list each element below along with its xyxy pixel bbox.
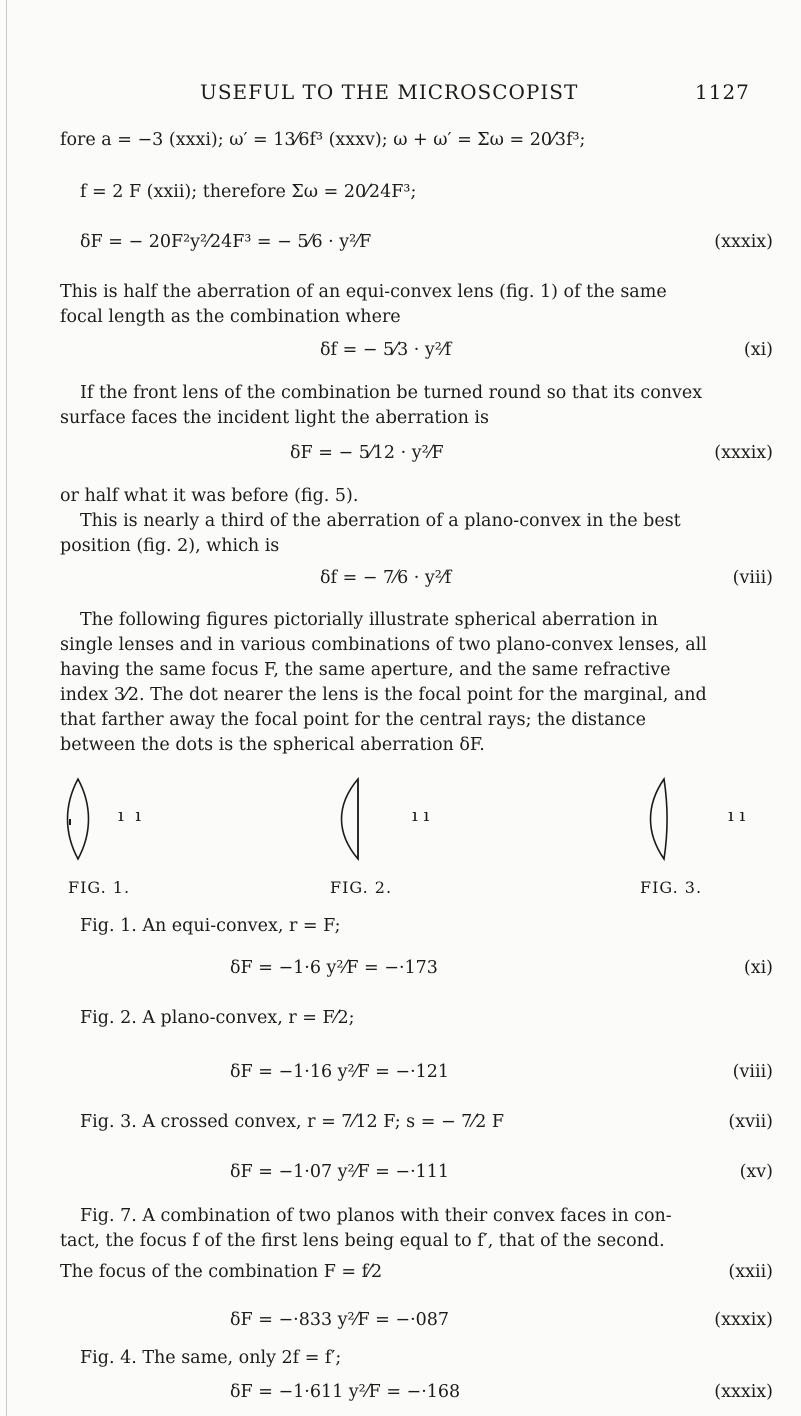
fig1-description: Fig. 1. An equi-convex, r = F; xyxy=(80,916,341,936)
fig2-equation-number: (viii) xyxy=(732,1062,773,1082)
fig7-description-line-2: tact, the focus f of the first lens being equal to f′, that of the second. xyxy=(60,1231,665,1251)
plano-convex-lens-diagram xyxy=(330,775,366,863)
equation-number-xi: (xi) xyxy=(743,340,773,360)
fig4-description: Fig. 4. The same, only 2f = f′; xyxy=(80,1348,342,1368)
paragraph-3-line-2: This is nearly a third of the aberration of a plano-convex in the best xyxy=(80,511,681,531)
equation-number-xxxix-2: (xxxix) xyxy=(714,443,773,463)
fig3-description: Fig. 3. A crossed convex, r = 7⁄12 F; s = − 7⁄2 F xyxy=(80,1112,505,1132)
equation-line-1: fore a = −3 (xxxi); ω′ = 13⁄6f³ (xxxv); ω + ω′ = Σω = 20⁄3f³; xyxy=(60,130,586,150)
fig1-caption-label: FIG. 1. xyxy=(68,878,131,897)
equation-line-6: δf = − 7⁄6 · y²⁄f xyxy=(320,568,452,588)
fig7-description-line-3: The focus of the combination F = f⁄2 xyxy=(60,1262,383,1282)
paragraph-4-line-2: single lenses and in various combinations of two plano-convex lenses, all xyxy=(60,635,707,655)
fig3-caption-label: FIG. 3. xyxy=(640,878,703,897)
fig2-description: Fig. 2. A plano-convex, r = F⁄2; xyxy=(80,1008,355,1028)
paragraph-3-line-3: position (fig. 2), which is xyxy=(60,536,280,556)
fig7-description-number: (xxii) xyxy=(728,1262,773,1282)
equation-line-5: δF = − 5⁄12 · y²⁄F xyxy=(290,443,444,463)
paragraph-4-line-6: between the dots is the spherical aberration δF. xyxy=(60,735,485,755)
paragraph-4-line-5: that farther away the focal point for the central rays; the distance xyxy=(60,710,646,730)
paragraph-1-line-2: focal length as the combination where xyxy=(60,307,401,327)
fig1-equation-number: (xi) xyxy=(743,958,773,978)
header-title: USEFUL TO THE MICROSCOPIST xyxy=(200,80,579,104)
fig2-equation: δF = −1·16 y²⁄F = −·121 xyxy=(230,1062,450,1082)
equation-number-xxxix-1: (xxxix) xyxy=(714,232,773,252)
focal-dots-fig2: ı ı xyxy=(412,805,430,826)
fig3-description-number: (xvii) xyxy=(728,1112,773,1132)
equation-number-viii: (viii) xyxy=(732,568,773,588)
fig7-equation-number: (xxxix) xyxy=(714,1310,773,1330)
crossed-convex-lens-diagram xyxy=(640,775,676,863)
page-number: 1127 xyxy=(695,80,750,104)
fig7-equation: δF = −·833 y²⁄F = −·087 xyxy=(230,1310,450,1330)
focal-dots-fig1: ı ı xyxy=(118,805,141,826)
focal-dots-fig3: ı ı xyxy=(728,805,746,826)
paragraph-2-line-1: If the front lens of the combination be turned round so that its convex xyxy=(80,383,703,403)
equation-line-2: f = 2 F (xxii); therefore Σω = 20⁄24F³; xyxy=(80,182,417,202)
fig2-caption-label: FIG. 2. xyxy=(330,878,393,897)
paragraph-4-line-3: having the same focus F, the same aperture, and the same refractive xyxy=(60,660,671,680)
equi-convex-lens-diagram xyxy=(60,775,96,863)
paragraph-4-line-4: index 3⁄2. The dot nearer the lens is the focal point for the marginal, and xyxy=(60,685,707,705)
fig7-description-line-1: Fig. 7. A combination of two planos with their convex faces in con- xyxy=(80,1206,672,1226)
paragraph-4-line-1: The following figures pictorially illustrate spherical aberration in xyxy=(80,610,658,630)
paragraph-1-line-1: This is half the aberration of an equi-convex lens (fig. 1) of the same xyxy=(60,282,667,302)
paragraph-3-line-1: or half what it was before (fig. 5). xyxy=(60,486,359,506)
fig4-equation: δF = −1·611 y²⁄F = −·168 xyxy=(230,1382,461,1402)
paragraph-2-line-2: surface faces the incident light the aberration is xyxy=(60,408,489,428)
fig3-equation-number: (xv) xyxy=(739,1162,773,1182)
running-header xyxy=(60,80,780,110)
equation-line-3: δF = − 20F²y²⁄24F³ = − 5⁄6 · y²⁄F xyxy=(80,232,372,252)
fig3-equation: δF = −1·07 y²⁄F = −·111 xyxy=(230,1162,450,1182)
fig4-equation-number: (xxxix) xyxy=(714,1382,773,1402)
equation-line-4: δf = − 5⁄3 · y²⁄f xyxy=(320,340,452,360)
fig1-equation: δF = −1·6 y²⁄F = −·173 xyxy=(230,958,438,978)
page-edge-line xyxy=(6,0,7,1416)
